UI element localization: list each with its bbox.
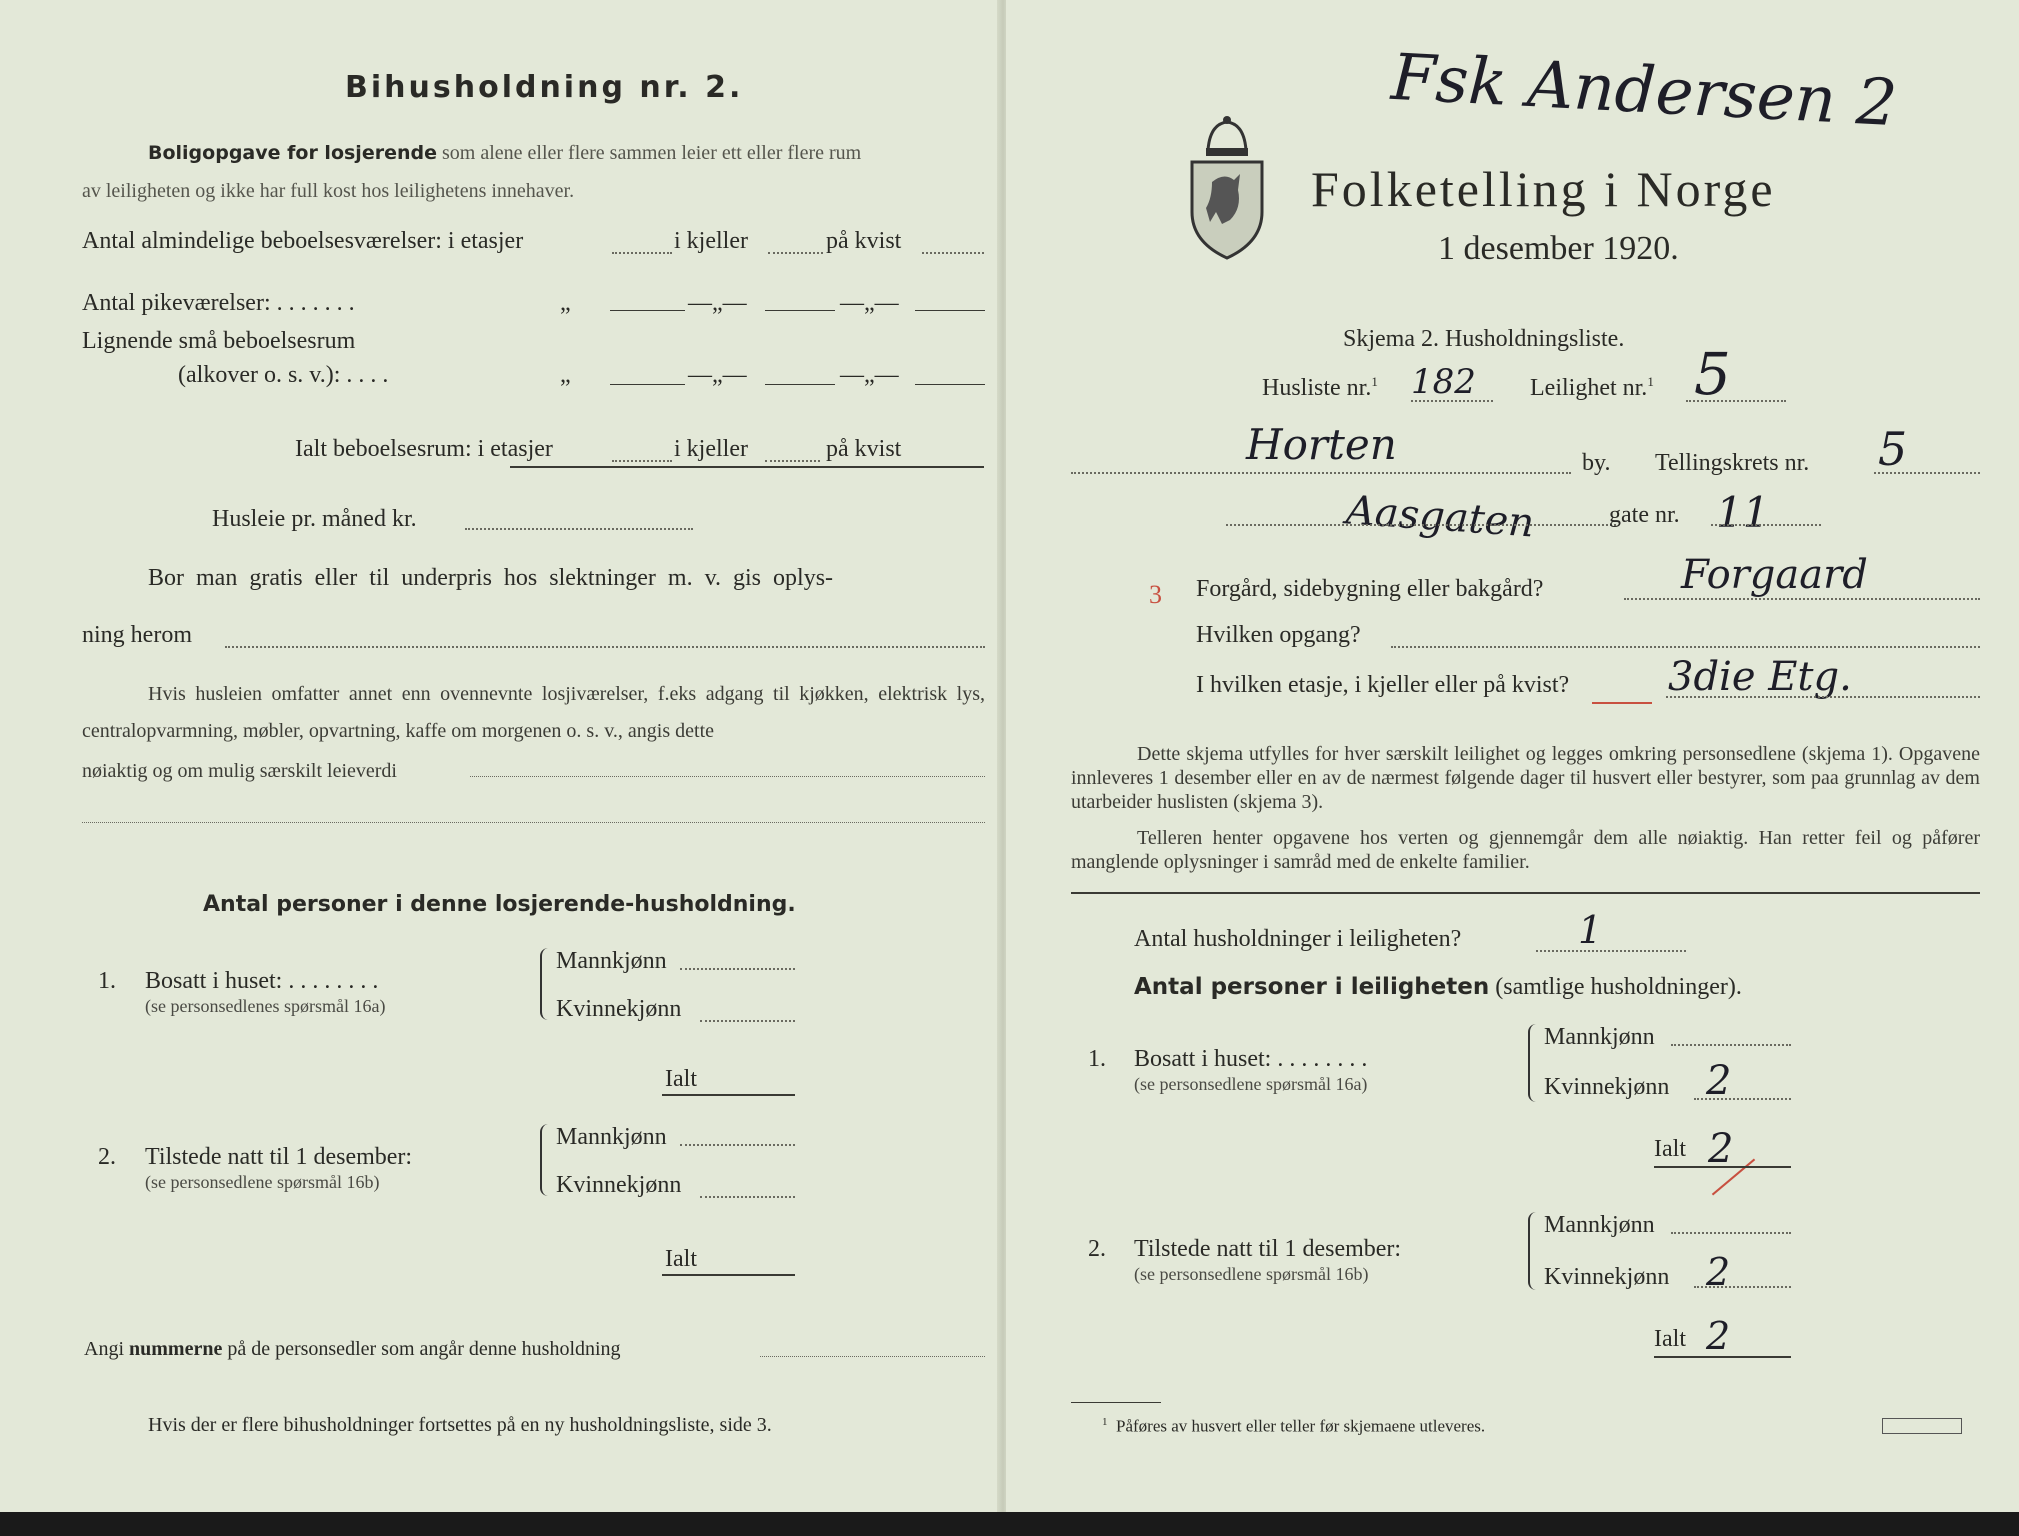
left-q1-mann-label: Mannkjønn	[556, 948, 667, 974]
left-title: Bihusholdning nr. 2.	[345, 70, 744, 105]
right-q2-mann-field[interactable]	[1671, 1232, 1791, 1234]
tellingskrets-label: Tellingskrets nr.	[1655, 450, 1810, 476]
gate-value: Aasgaten	[1344, 487, 1536, 547]
pike-field-2[interactable]	[765, 310, 835, 311]
hvis-last-line: nøiaktig og om mulig særskilt leieverdi	[82, 760, 397, 782]
lignende-label-1: Lignende små beboelsesrum	[82, 328, 356, 354]
by-field[interactable]	[1071, 472, 1571, 474]
leilighet-label: Leilighet nr.$^1$	[1530, 374, 1654, 401]
left-q1-ialt-label: Ialt	[665, 1066, 697, 1092]
right-q1-kvinne-value: 2	[1706, 1058, 1732, 1104]
right-q2-label: Tilstede natt til 1 desember:	[1134, 1236, 1402, 1262]
left-q1-label: Bosatt i huset: . . . . . . . .	[145, 968, 379, 994]
left-q1-number: 1.	[98, 968, 116, 994]
gate-nr-value: 11	[1716, 488, 1770, 537]
right-q2-mann-label: Mannkjønn	[1544, 1212, 1655, 1238]
ialt-rooms-underline	[510, 466, 984, 468]
leilighet-field[interactable]	[1686, 400, 1786, 402]
angi-field[interactable]	[760, 1356, 985, 1357]
leieverdi-field[interactable]	[470, 776, 985, 777]
lignende-field-3[interactable]	[915, 384, 985, 385]
opgang-field[interactable]	[1391, 646, 1980, 648]
ialt-kjeller-label: i kjeller	[674, 436, 748, 462]
i-kjeller-label: i kjeller	[674, 228, 748, 254]
left-q2-label: Tilstede natt til 1 desember:	[145, 1144, 413, 1170]
antal-hush-field[interactable]	[1536, 950, 1686, 952]
intro-line-2: av leiligheten og ikke har full kost hos leilighetens innehaver.	[82, 180, 575, 202]
by-label: by.	[1582, 450, 1611, 476]
right-q1-ialt-value: 2	[1708, 1126, 1734, 1172]
left-q1-mann-field[interactable]	[680, 968, 795, 970]
etasje-value: 3die Etg.	[1668, 654, 1852, 700]
by-value: Horten	[1246, 420, 1397, 469]
right-q2-ialt-label: Ialt	[1654, 1326, 1686, 1352]
husliste-field[interactable]	[1411, 400, 1493, 402]
right-title: Folketelling i Norge	[1311, 161, 1776, 217]
right-q2-ialt-value: 2	[1706, 1314, 1731, 1358]
left-footer: Hvis der er flere bihusholdninger fortsettes på en ny husholdningsliste, side 3.	[148, 1414, 772, 1436]
left-q2-ialt-label: Ialt	[665, 1246, 697, 1272]
right-q1-mann-field[interactable]	[1671, 1044, 1791, 1046]
leilighet-value: 5	[1694, 340, 1731, 408]
census-date: 1 desember 1920.	[1438, 230, 1679, 267]
right-q1-ialt-field[interactable]	[1654, 1166, 1791, 1168]
etasje-label: I hvilken etasje, i kjeller eller på kvist?	[1196, 672, 1570, 698]
lignende-label-2: (alkover o. s. v.): . . . .	[178, 362, 389, 388]
right-q2-number: 2.	[1088, 1236, 1106, 1262]
left-q1-sub: (se personsedlenes spørsmål 16a)	[145, 996, 386, 1016]
left-page	[0, 0, 1000, 1512]
ialt-kjeller-field[interactable]	[765, 460, 820, 462]
husleie-label: Husleie pr. måned kr.	[212, 506, 417, 532]
right-q1-ialt-label: Ialt	[1654, 1136, 1686, 1162]
hvis-paragraph: Hvis husleien omfatter annet enn ovennevnte losjiværelser, f.eks adgang til kjøkken, elektrisk lys, centralopvarmning, møbler, opvartning, kaffe om morgenen o. s. v., angis dette	[82, 683, 985, 742]
pike-field-1[interactable]	[610, 310, 685, 311]
right-q2-kvinne-field[interactable]	[1694, 1286, 1791, 1288]
right-q2-kvinne-label: Kvinnekjønn	[1544, 1264, 1670, 1290]
left-q2-brace	[540, 1124, 550, 1196]
left-q2-number: 2.	[98, 1144, 116, 1170]
angi-line: Angi nummerne på de personsedler som angår denne husholdning	[84, 1338, 621, 1360]
info-paragraph-1: Dette skjema utfylles for hver særskilt leilighet og legges omkring personsedlene (skjema 1). Opgavene innleveres 1 desember eller en av de nærmest følgende dager til husvert eller bestyrer, som paa grunnlag av dem utarbeider huslisten (skjema 3).	[1071, 743, 1980, 813]
lignende-dash-1: —„—	[688, 362, 747, 388]
forgaard-field[interactable]	[1624, 598, 1980, 600]
forgaard-value: Forgaard	[1681, 552, 1868, 598]
tellingskrets-field[interactable]	[1874, 472, 1980, 474]
left-q2-mann-label: Mannkjønn	[556, 1124, 667, 1150]
leieverdi-field-2[interactable]	[82, 822, 985, 823]
gate-nr-field[interactable]	[1711, 524, 1821, 526]
left-q1-kvinne-label: Kvinnekjønn	[556, 996, 682, 1022]
husliste-value: 182	[1411, 362, 1476, 402]
left-q2-mann-field[interactable]	[680, 1144, 795, 1146]
gratis-field[interactable]	[225, 646, 985, 648]
gate-label: gate nr.	[1609, 502, 1680, 528]
pike-dash-2: —„—	[840, 290, 899, 316]
rooms-kjeller-field[interactable]	[768, 252, 823, 254]
right-q1-sub: (se personsedlene spørsmål 16a)	[1134, 1074, 1368, 1094]
rooms-label: Antal almindelige beboelsesværelser: i etasjer	[82, 228, 524, 254]
info-divider	[1071, 892, 1980, 894]
right-q2-ialt-field[interactable]	[1654, 1356, 1791, 1358]
lignende-field-1[interactable]	[610, 384, 685, 385]
gratis-line-2: ning herom	[82, 622, 192, 648]
left-q2-sub: (se personsedlene spørsmål 16b)	[145, 1172, 380, 1192]
antal-pers-line: Antal personer i leiligheten (samtlige husholdninger).	[1134, 974, 1742, 1000]
pike-label: Antal pikeværelser: . . . . . . .	[82, 290, 355, 316]
ialt-rooms-label: Ialt beboelsesrum: i etasjer	[295, 436, 553, 462]
left-q1-brace	[540, 948, 550, 1020]
lignende-field-2[interactable]	[765, 384, 835, 385]
printer-stamp	[1882, 1418, 1962, 1434]
gratis-line-1: Bor man gratis eller til underpris hos slektninger m. v. gis oplys-	[148, 565, 834, 591]
right-q1-brace	[1528, 1024, 1538, 1102]
kvist-red-underline	[1592, 702, 1652, 704]
forgaard-label: Forgård, sidebygning eller bakgård?	[1196, 576, 1544, 602]
rooms-kvist-field[interactable]	[922, 252, 984, 254]
tellingskrets-value: 5	[1878, 422, 1908, 476]
paa-kvist-label: på kvist	[826, 228, 902, 254]
right-q1-kvinne-label: Kvinnekjønn	[1544, 1074, 1670, 1100]
right-page	[1006, 0, 2019, 1512]
etasje-field[interactable]	[1666, 696, 1980, 698]
right-q2-brace	[1528, 1212, 1538, 1290]
ialt-kvist-label: på kvist	[826, 436, 902, 462]
norway-coat-of-arms-icon	[1186, 112, 1268, 262]
left-q1-kvinne-field[interactable]	[700, 1020, 795, 1022]
pike-quote: „	[560, 290, 571, 316]
antal-hush-label: Antal husholdninger i leiligheten?	[1134, 926, 1462, 952]
antal-hush-value: 1	[1578, 908, 1603, 952]
handwritten-top: Fsk Andersen 2	[1389, 40, 1899, 142]
opgang-label: Hvilken opgang?	[1196, 622, 1361, 648]
pike-field-3[interactable]	[915, 310, 985, 311]
skjema-label: Skjema 2. Husholdningsliste.	[1343, 326, 1625, 352]
right-q1-mann-label: Mannkjønn	[1544, 1024, 1655, 1050]
husleie-field[interactable]	[465, 528, 693, 530]
husliste-label: Husliste nr.$^1$	[1262, 374, 1378, 401]
rooms-etasjer-field[interactable]	[612, 252, 672, 254]
right-q1-kvinne-field[interactable]	[1694, 1098, 1791, 1100]
lignende-dash-2: —„—	[840, 362, 899, 388]
footnote-rule	[1071, 1402, 1161, 1403]
intro-line-1: Boligopgave for losjerende som alene eller flere sammen leier ett eller flere rum	[148, 142, 862, 164]
antal-heading: Antal personer i denne losjerende-husholdning.	[203, 892, 796, 917]
right-q2-kvinne-value: 2	[1706, 1250, 1731, 1294]
right-q2-sub: (se personsedlene spørsmål 16b)	[1134, 1264, 1369, 1284]
red-mark: 3	[1149, 580, 1162, 609]
pike-dash-1: —„—	[688, 290, 747, 316]
left-q2-kvinne-label: Kvinnekjønn	[556, 1172, 682, 1198]
right-q1-label: Bosatt i huset: . . . . . . . .	[1134, 1046, 1368, 1072]
right-q1-number: 1.	[1088, 1046, 1106, 1072]
footnote-line: $^1$ Påføres av husvert eller teller før skjemaene utleveres.	[1102, 1416, 1486, 1436]
ialt-etasjer-field[interactable]	[612, 460, 672, 462]
gate-field[interactable]	[1226, 524, 1616, 526]
left-q2-kvinne-field[interactable]	[700, 1196, 795, 1198]
left-q1-ialt-field[interactable]	[662, 1094, 795, 1096]
left-q2-ialt-field[interactable]	[662, 1274, 795, 1276]
lignende-quote: „	[560, 362, 571, 388]
info-paragraph-2: Telleren henter opgavene hos verten og gjennemgår dem alle nøiaktig. Han retter feil og påfører manglende oplysninger i samråd med de enkelte familier.	[1071, 827, 1980, 873]
